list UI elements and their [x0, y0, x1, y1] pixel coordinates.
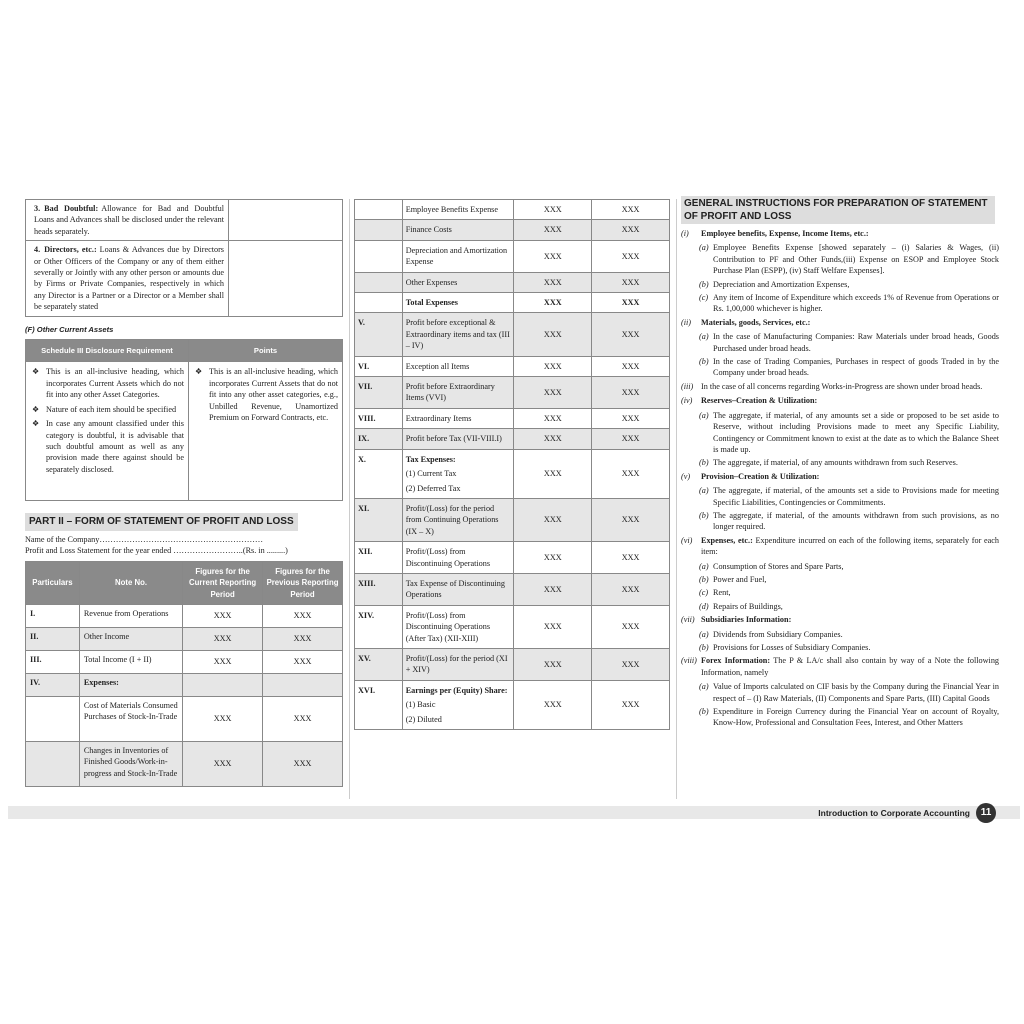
pl-row-text: [402, 429, 514, 449]
pl-row-num: II.: [26, 627, 80, 650]
pl-row: [355, 498, 670, 541]
gi-subitem-text: Expenditure in Foreign Currency during the Financial Year on account of Royalty, Know-How, Professional and Consultation Fees, Interest, and Other Matters: [713, 707, 999, 728]
pl-row: [355, 313, 670, 356]
middle-column: [354, 199, 670, 730]
gi-item-body: [701, 535, 999, 558]
gi-subitem: [681, 510, 999, 533]
pl-row-line: Employee Benefits Expense: [405, 205, 498, 214]
gi-subitem-text: Dividends from Subsidiary Companies.: [713, 629, 843, 639]
page-number-badge: 11: [976, 803, 996, 823]
pl-row-current: XXX: [183, 650, 263, 673]
pl-row-previous: XXX: [592, 220, 670, 240]
pl-row-num: III.: [26, 650, 80, 673]
gi-item-num: (ii): [681, 317, 692, 327]
pl-row-text: [402, 220, 514, 240]
pl-row-current: XXX: [514, 542, 592, 574]
gi-item: [681, 614, 999, 625]
gi-subitem: [681, 574, 999, 585]
other-current-assets-label: (F) Other Current Assets: [25, 324, 114, 334]
pl-row-previous: XXX: [592, 200, 670, 220]
pl-row-num: XVI.: [355, 680, 403, 729]
pl-row-current: XXX: [514, 408, 592, 428]
pl-row-line: Tax Expense of Discontinuing Operations: [405, 578, 505, 600]
gi-subitem-text: Value of Imports calculated on CIF basis by the Company during the Financial Year in respect of – (I) Raw Materials, (II) Components and Spare Parts, (III) Capital Goods: [713, 682, 999, 703]
gi-subitem-letter: (b): [699, 279, 709, 289]
disclosure-left-cell: [26, 362, 189, 501]
gi-item-num: (iv): [681, 396, 693, 406]
gi-subitem: [681, 706, 999, 729]
pl-header-2: Figures for the Current Reporting Period: [183, 561, 263, 604]
company-name-line: Name of the Company……………………………………………………: [25, 534, 264, 544]
gi-item-body: [701, 471, 999, 482]
gi-subitem-text: Consumption of Stores and Spare Parts,: [713, 561, 844, 571]
pl-row: [26, 696, 343, 741]
gi-item-text: Expenditure incurred on each of the following items, separately for each item:: [701, 535, 999, 557]
pl-row: [355, 200, 670, 220]
disclosure-right-cell: [189, 362, 343, 501]
pl-row-line: Tax Expenses:: [405, 454, 456, 464]
gi-subitem-letter: (a): [699, 410, 709, 420]
pl-row-num: XII.: [355, 542, 403, 574]
pl-row-text: [402, 200, 514, 220]
disclosure-head-right: Points: [189, 340, 343, 362]
gi-subitem: [681, 279, 999, 290]
pl-row-num: [355, 272, 403, 292]
pl-row-line: Profit/(Loss) for the period from Continuing Operations (IX – X): [405, 503, 499, 536]
pl-row-text: [402, 605, 514, 648]
gi-item-body: [701, 655, 999, 678]
gi-item-title: Subsidiaries Information:: [701, 615, 792, 625]
pl-row-current: XXX: [514, 449, 592, 498]
gi-subitem-text: The aggregate, if material, of the amounts withdrawn from such provisions, as no longer required.: [713, 510, 999, 532]
gi-subitem: [681, 681, 999, 704]
pl-row: [26, 673, 343, 696]
pl-row-current: XXX: [514, 356, 592, 376]
gi-subitem-letter: (b): [699, 357, 709, 367]
gi-subitem: [681, 331, 999, 354]
pl-row-current: XXX: [514, 605, 592, 648]
gi-item-title: Forex Information:: [701, 656, 771, 666]
pl-row: [355, 648, 670, 680]
pl-row-text: [402, 377, 514, 409]
pl-row-num: XV.: [355, 648, 403, 680]
gi-item-title: Employee benefits, Expense, Income Items, etc.:: [701, 229, 869, 238]
gi-subitem-letter: (a): [699, 682, 709, 692]
gi-subitem-text: In the case of Trading Companies, Purchases in respect of goods Traded in by the Company under broad heads.: [713, 357, 999, 378]
pl-row-text: [402, 680, 514, 729]
gi-item-title: Reserves–Creation & Utilization:: [701, 396, 818, 406]
gi-item: [681, 655, 999, 678]
gi-subitem-text: Any item of Income of Expenditure which exceeds 1% of Revenue from Operations or Rs. 1,00,000 whichever is higher.: [713, 293, 999, 314]
pl-row-previous: XXX: [263, 650, 343, 673]
gi-subitem-letter: (c): [699, 588, 709, 598]
pl-row: [355, 377, 670, 409]
schedule-text: Loans & Advances due by Directors or Other Officers of the Company or any of them either severally or Jointly with any other person or amounts due by Firms or Private Companies, respectively in which any Director is a Partner or a Director or a Member shall be separately stated: [34, 245, 224, 312]
gi-subitem: [681, 642, 999, 653]
statement-line: Profit and Loss Statement for the year ended ……………………..(Rs. in .........): [25, 546, 288, 556]
gi-item-body: [701, 395, 999, 406]
pl-row-line: Total Expenses: [405, 298, 458, 308]
pl-row-num: XI.: [355, 498, 403, 541]
gi-subitem-text: Provisions for Losses of Subsidiary Companies.: [713, 643, 871, 652]
pl-row: [355, 680, 670, 729]
gi-item: [681, 535, 999, 558]
gi-item-title: Expenses, etc.:: [701, 535, 753, 545]
pl-row-num: VI.: [355, 356, 403, 376]
gi-item-num: (vii): [681, 615, 695, 625]
pl-row: [355, 605, 670, 648]
gi-item-body: [701, 317, 999, 328]
gi-subitem: [681, 292, 999, 315]
gi-subitem-text: In the case of Manufacturing Companies: Raw Materials under broad heads, Goods Purchased under broad heads.: [713, 332, 999, 353]
gi-item: [681, 381, 999, 392]
schedule-row: [26, 241, 343, 316]
column-divider: [349, 199, 350, 799]
gi-item: [681, 471, 999, 482]
pl-row: [355, 293, 670, 313]
gi-item-title: Materials, goods, Services, etc.:: [701, 317, 811, 327]
pl-row-previous: XXX: [592, 573, 670, 605]
pl-row-previous: XXX: [592, 680, 670, 729]
pl-row-text: [402, 293, 514, 313]
pl-table-left: [25, 561, 343, 787]
pl-row-current: [183, 673, 263, 696]
pl-row-num: [355, 200, 403, 220]
gi-item-body: [701, 381, 999, 392]
pl-row-previous: XXX: [592, 449, 670, 498]
gi-subitem: [681, 457, 999, 468]
gi-item-text: In the case of all concerns regarding Works-in-Progress are shown under broad heads.: [701, 381, 983, 391]
pl-row-text: [402, 313, 514, 356]
pl-row-line: Other Expenses: [405, 277, 458, 287]
disclosure-head-left: Schedule III Disclosure Requirement: [26, 340, 189, 362]
schedule-title: Bad Doubtful:: [44, 204, 99, 213]
gi-subitem-text: The aggregate, if material, of the amounts set a side to Provisions made for meeting Specific Liabilities, Contingencies or Commitments.: [713, 486, 999, 507]
pl-row-text: Total Income (I + II): [79, 650, 182, 673]
pl-row-previous: XXX: [263, 604, 343, 627]
gi-item: [681, 395, 999, 406]
disclosure-point: ❖ This is an all-inclusive heading, which incorporates Current Assets that do not fit into any other asset categories, e.g., Unbilled Revenue, Unamortized Premium on Forward Contracts, etc.: [195, 366, 338, 423]
gi-subitem-letter: (c): [699, 293, 709, 303]
pl-row-line: Depreciation and Amortization Expense: [405, 245, 508, 267]
gi-item-num: (iii): [681, 381, 694, 391]
pl-row: [355, 408, 670, 428]
gi-subitem-letter: (a): [699, 561, 709, 571]
pl-row-num: [26, 696, 80, 741]
pl-row-text: [402, 272, 514, 292]
gi-subitem-text: The aggregate, if material, of any amounts withdrawn from such Reserves.: [713, 458, 958, 468]
gi-item-body: [701, 614, 999, 625]
pl-row-previous: XXX: [592, 313, 670, 356]
pl-row-text: Revenue from Operations: [79, 604, 182, 627]
gi-subitem-letter: (a): [699, 332, 709, 342]
gi-item: [681, 228, 999, 239]
gi-subitem: [681, 629, 999, 640]
pl-row-current: XXX: [514, 220, 592, 240]
pl-row-line: (1) Current Tax: [405, 469, 457, 479]
gi-item-num: (viii): [681, 656, 697, 666]
pl-row-previous: XXX: [592, 498, 670, 541]
gi-item-body: [701, 228, 999, 239]
gi-subitem: [681, 356, 999, 379]
pl-row-line: Finance Costs: [405, 225, 452, 235]
pl-row-current: XXX: [514, 429, 592, 449]
footer-title: Introduction to Corporate Accounting: [818, 808, 970, 818]
pl-row: [26, 650, 343, 673]
gi-list: [681, 228, 999, 729]
pl-row-line: Extraordinary Items: [405, 413, 472, 423]
gi-subitem-text: Repairs of Buildings,: [713, 601, 783, 611]
schedule-row: [26, 200, 343, 241]
gi-item-num: (v): [681, 471, 691, 481]
disclosure-point: ❖ In case any amount classified under this category is doubtful, it is advisable that such doubtful amount as well as any provision made there against should be separately disclosed.: [32, 418, 184, 475]
pl-row-text: Other Income: [79, 627, 182, 650]
pl-row-current: XXX: [514, 498, 592, 541]
gi-item-text: The P & LA/c shall also contain by way of a Note the following Information, namely: [701, 656, 1000, 677]
pl-row-current: XXX: [514, 377, 592, 409]
pl-row-line: Profit before exceptional & Extraordinary items and tax (III – IV): [405, 318, 510, 351]
pl-row: [355, 573, 670, 605]
pl-header-3: Figures for the Previous Reporting Period: [263, 561, 343, 604]
pl-row-current: XXX: [514, 680, 592, 729]
pl-row: [355, 356, 670, 376]
pl-row-line: Earnings per (Equity) Share:: [405, 685, 508, 695]
pl-row-num: X.: [355, 449, 403, 498]
gi-subitem-letter: (d): [699, 601, 709, 611]
pl-row-previous: XXX: [592, 377, 670, 409]
pl-row-num: [26, 741, 80, 786]
pl-row-text: [402, 573, 514, 605]
pl-row-text: Expenses:: [79, 673, 182, 696]
pl-row-current: XXX: [183, 741, 263, 786]
pl-row: [26, 741, 343, 786]
left-column: [25, 199, 343, 787]
pl-row-current: XXX: [514, 573, 592, 605]
schedule-text: Allowance for Bad and Doubtful Loans and Advances shall be disclosed under the relevant heads separately.: [34, 204, 224, 236]
schedule-num: 3.: [34, 204, 41, 213]
pl-row: [355, 272, 670, 292]
pl-row-previous: XXX: [592, 542, 670, 574]
pl-row-text: [402, 356, 514, 376]
pl-row-text: [402, 648, 514, 680]
pl-row-num: XIV.: [355, 605, 403, 648]
pl-header-0: Particulars: [26, 561, 80, 604]
gi-subitem-letter: (b): [699, 643, 709, 652]
pl-row-num: VIII.: [355, 408, 403, 428]
pl-row-previous: XXX: [263, 627, 343, 650]
gi-subitem: [681, 587, 999, 598]
schedule-num: 4.: [34, 245, 41, 255]
gi-subitem: [681, 601, 999, 612]
pl-row-num: IX.: [355, 429, 403, 449]
disclosure-point: ❖ This is an all-inclusive heading, which incorporates Current Assets which do not fit into any other Asset Categories.: [32, 366, 184, 400]
pl-row: [355, 542, 670, 574]
gi-heading: GENERAL INSTRUCTIONS FOR PREPARATION OF STATEMENT OF PROFIT AND LOSS: [681, 196, 995, 224]
schedule-title: Directors, etc.:: [44, 245, 97, 255]
gi-subitem-letter: (a): [699, 629, 709, 639]
pl-row-previous: XXX: [592, 648, 670, 680]
pl-row: [355, 449, 670, 498]
pl-row-text: [402, 542, 514, 574]
column-divider-2: [676, 199, 677, 799]
gi-subitem: [681, 561, 999, 572]
pl-row-previous: XXX: [263, 696, 343, 741]
pl-row-line: Profit/(Loss) from Discontinuing Operations: [405, 547, 491, 568]
gi-subitem: [681, 485, 999, 508]
gi-subitem-letter: (b): [699, 458, 709, 468]
pl-row-current: XXX: [514, 240, 592, 272]
pl-table-right: [354, 199, 670, 730]
pl-row-line: (1) Basic: [405, 700, 436, 710]
pl-row-text: [402, 408, 514, 428]
pl-row-previous: XXX: [592, 429, 670, 449]
pl-row-line: (2) Deferred Tax: [405, 483, 461, 493]
pl-row-current: XXX: [514, 648, 592, 680]
pl-row-line: Profit before Tax (VII-VIII.I): [405, 434, 502, 444]
pl-row-text: [402, 449, 514, 498]
gi-subitem: [681, 242, 999, 276]
pl-row-num: IV.: [26, 673, 80, 696]
pl-row-previous: XXX: [592, 408, 670, 428]
pl-row-num: VII.: [355, 377, 403, 409]
schedule-top-table: [25, 199, 343, 317]
pl-row-current: XXX: [514, 272, 592, 292]
pl-row-text: [402, 498, 514, 541]
pl-row-previous: XXX: [592, 272, 670, 292]
gi-subitem-text: Rent,: [713, 588, 731, 598]
gi-subitem-text: Employee Benefits Expense [showed separately – (i) Salaries & Wages, (ii) Contribution to PF and Other Funds,(iii) Expense on ESOP and Employee Stock Purchase Plan (ESPP), (iv) Staff Welfare Expenses].: [713, 243, 999, 276]
pl-row-previous: XXX: [592, 605, 670, 648]
pl-row-line: Exception all Items: [405, 361, 470, 371]
pl-row: [355, 220, 670, 240]
pl-row-num: I.: [26, 604, 80, 627]
gi-subitem-letter: (b): [699, 707, 709, 717]
pl-row-num: [355, 240, 403, 272]
pl-row-current: XXX: [514, 293, 592, 313]
gi-subitem-letter: (a): [699, 243, 709, 253]
pl-row-current: XXX: [514, 313, 592, 356]
pl-row-line: (2) Diluted: [405, 714, 442, 724]
pl-row-text: Changes in Inventories of Finished Goods/Work-in-progress and Stock-In-Trade: [79, 741, 182, 786]
pl-row-previous: [263, 673, 343, 696]
pl-row: [26, 627, 343, 650]
gi-subitem-letter: (a): [699, 486, 709, 496]
pl-row-num: [355, 293, 403, 313]
pl-row-num: XIII.: [355, 573, 403, 605]
gi-item: [681, 317, 999, 328]
gi-subitem-text: Depreciation and Amortization Expenses,: [713, 279, 850, 289]
pl-row-previous: XXX: [592, 356, 670, 376]
pl-row-previous: XXX: [592, 240, 670, 272]
pl-header-1: Note No.: [79, 561, 182, 604]
schedule-empty-cell: [229, 241, 343, 316]
pl-row-num: V.: [355, 313, 403, 356]
gi-item-num: (vi): [681, 535, 693, 545]
gi-subitem-text: The aggregate, if material, of any amounts set a side or proposed to be set aside to Reserve, without including Provisions made to meet any Specific Liability, Contingency or Commitment known to exist at the date as to which the Balance Sheet is made up.: [713, 410, 999, 454]
gi-item-title: Provision–Creation & Utilization:: [701, 471, 820, 481]
pl-row-current: XXX: [183, 604, 263, 627]
gi-item-num: (i): [681, 229, 689, 238]
pl-row: [26, 604, 343, 627]
schedule-empty-cell: [229, 200, 343, 241]
pl-row-line: Profit/(Loss) for the period (XI + XIV): [405, 653, 508, 675]
pl-row-line: Profit before Extraordinary Items (VVI): [405, 382, 495, 403]
right-column: [681, 196, 999, 731]
gi-subitem: [681, 410, 999, 456]
pl-row: [355, 429, 670, 449]
pl-row-text: [402, 240, 514, 272]
pl-row-num: [355, 220, 403, 240]
gi-subitem-letter: (b): [699, 574, 709, 584]
pl-row-current: XXX: [183, 696, 263, 741]
pl-row-current: XXX: [183, 627, 263, 650]
pl-row-line: Profit/(Loss) from Discontinuing Operations (After Tax) (XII-XIII): [405, 610, 491, 643]
pl-row-previous: XXX: [263, 741, 343, 786]
part2-heading: PART II – FORM OF STATEMENT OF PROFIT AND LOSS: [25, 513, 298, 530]
pl-row-previous: XXX: [592, 293, 670, 313]
schedule-cell: [26, 241, 229, 316]
pl-row: [355, 240, 670, 272]
disclosure-point: ❖ Nature of each item should be specified: [32, 404, 184, 415]
pl-row-text: Cost of Materials Consumed Purchases of Stock-In-Trade: [79, 696, 182, 741]
pl-row-current: XXX: [514, 200, 592, 220]
gi-subitem-text: Power and Fuel,: [713, 574, 767, 584]
schedule-cell: [26, 200, 229, 241]
gi-subitem-letter: (b): [699, 510, 709, 520]
disclosure-table: [25, 339, 343, 501]
